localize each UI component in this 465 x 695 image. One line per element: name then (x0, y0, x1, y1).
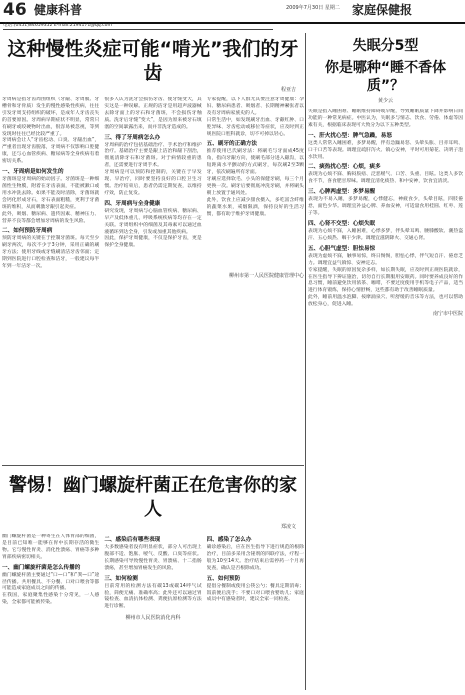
paragraph: 幽门螺旋杆菌是一种寄生在人体胃部的细菌，是目前已知唯一能够在胃中长期存活的微生物。它与慢性胃炎、消化性溃疡、胃癌等多种胃部疾病密切相关。 (2, 534, 100, 560)
subheading: 一、肝火扰心型：脾气急躁，易怒 (308, 132, 392, 139)
paragraph: 日常生活中，如发现刷牙出血、牙龈红肿、口腔异味、牙齿松动或移位等症状，应及时到正规医院口腔科就诊，切不可掉以轻心。 (206, 117, 304, 137)
article-columns (2, 534, 304, 611)
text-column (308, 109, 463, 309)
article-title-line1: 失眠分5型 (352, 38, 419, 54)
paragraph: 这类人常常入睡困难，多梦易醒，伴有急躁易怒、头晕头胀、目赤耳鸣、口干口苦等表现。调理宜疏肝泻火、镇心安神，平时可用菊花、决明子泡水饮用。 (308, 140, 463, 160)
subheading: 四、感染了怎么办 (206, 537, 252, 543)
date-line: 2009年7月30日 星期二 (286, 5, 340, 11)
subheading: 二、痰热扰心型：心烦，痰多 (308, 164, 381, 171)
paragraph: 大多数感染者没有明显症状，部分人可出现上腹部不适、饱胀、嗳气、反酸、口臭等症状。长期感染可导致慢性胃炎、胃溃疡、十二指肠溃疡，甚至增加胃癌发生的风险。 (104, 545, 202, 571)
subheading: 一、牙周病是如何发生的 (2, 169, 64, 176)
subheading: 一、幽门螺旋杆菌是怎么传播的 (2, 564, 81, 571)
paragraph: 牙刷应选择软毛、小头的保健牙刷，每三个月更换一次。刷牙后要彻底冲洗牙刷，并将刷头朝上放置于通风处。 (206, 177, 304, 196)
paragraph: 牙周病的治疗包括基础治疗、手术治疗和维护治疗。基础治疗主要是龈上洁治和龈下刮治，彻底清除牙石和牙菌斑。对于病情较重的患者，还需要进行牙周手术。 (104, 142, 202, 169)
paragraph: 表现为心烦不寐、胸闷脘痞、泛恶嗳气、口苦、头重、目眩。这类人多饮食不节，喜食肥甘厚味。调理宜清化痰热、和中安神，饮食宜清淡。 (308, 172, 463, 185)
paragraph: 因此，保护牙周健康，不仅是保护牙齿，更是保护全身健康。 (104, 236, 202, 249)
subheading: 五、刷牙的正确方法 (206, 141, 258, 148)
text-column (207, 534, 304, 611)
paragraph: 失眠是指入睡困难、睡眠维持障碍或早醒，导致睡眠质量下降并影响日间功能的一种常见病症。中医认为，失眠多与情志、饮食、劳倦、体虚等因素有关，根据临床表现可大致分为以下五种类型。 (308, 109, 463, 128)
subheading: 二、感染后有哪些表现 (104, 537, 161, 543)
subheading: 五、如何预防 (206, 575, 241, 582)
text-column (2, 534, 99, 611)
paragraph: 表现为虚烦不寐，触事易惊，终日惕惕，胆怯心悸，伴气短自汗、倦怠乏力。调理宜益气镇惊、安神定志。 (308, 253, 463, 266)
text-column (104, 534, 201, 611)
paragraph: 目前常用的检测方法有碳13或碳14呼气试验，简便无痛、准确率高；此外还可以通过胃镜检查、血清抗体检测、粪便抗原检测等方法进行诊断。 (104, 583, 202, 610)
subheading: 五、心胆气虚型：胆怯易惊 (308, 245, 376, 252)
publication-name: 家庭保健报 (352, 3, 413, 17)
paragraph: 专家提醒，以下人群尤其要注意牙周健康：孕妇、糖尿病患者、吸烟者、长期精神紧张者以及有牙周病家族史的人。 (206, 97, 304, 116)
subheading: 四、牙周病与全身健康 (104, 200, 161, 207)
article-title: 警惕！幽门螺旋杆菌正在危害你的家人 (9, 475, 297, 520)
article-title-line2: 你是哪种“睡不香体质”？ (324, 60, 447, 94)
article-byline: 郑凌文 (280, 524, 296, 530)
paragraph: 确诊感染后，应在医生指导下进行规范的根除治疗，目前多采用含铋剂的四联疗法，疗程一般为10至14天。治疗结束后需停药一个月再复查，确认是否根除成功。 (206, 545, 304, 571)
article-periodontal (2, 33, 304, 463)
paragraph: 表现为不易入睡，多梦易醒，心悸健忘，神疲食少，头晕目眩，四肢倦怠，面色少华。调理宜补益心脾、养血安神，可适量食用桂圆、红枣、莲子等。 (308, 197, 463, 217)
paragraph: 研究发现，牙周病与心脑血管疾病、糖尿病、早产及低体重儿、呼吸系统疾病等均存在一定关联。牙周组织中的细菌及其毒素可以通过血液循环到达全身，引发或加重其他疾病。 (104, 208, 202, 235)
paragraph: 表现为心烦不寐，入睡困难，心悸多梦，伴头晕耳鸣、腰膝酸软、潮热盗汗、五心烦热、咽干少津。调理宜滋阴降火、交通心肾。 (308, 228, 463, 241)
paragraph: 专家提醒，失眠的原因复杂多样，如长期失眠，应及时到正规医院就诊，在医生指导下辨证施治，切勿自行长期服用安眠药。同时要养成良好的作息习惯，睡前避免饮用浓茶、咖啡，不要过度使用手机等电子产品，适当进行体育锻炼，保持心情舒畅，这些都有助于改善睡眠质量。 (308, 267, 463, 294)
paragraph: 牙菌斑是牙周病的始动因子。牙菌斑是一种细菌性生物膜，附着在牙齿表面，不能被漱口或用水冲洗去除。如果不能及时清除，牙菌斑就会钙化形成牙石，牙石表面粗糙，更利于牙菌斑的堆积，从而刺激牙龈引起炎症。 (2, 177, 100, 210)
text-column (104, 97, 201, 271)
paragraph: 牙周病会让人“牙齿松动、口臭、牙龈出血”，严重者出现牙齿脱落，牙周病不仅影响口腔健康，还与心血管疾病、糖尿病等全身疾病有着密切关系。 (2, 138, 100, 165)
article-insomnia (308, 33, 463, 690)
article-columns (2, 97, 304, 271)
paragraph: 牙周病是指牙齿周围组织（牙龈、牙周膜、牙槽骨和牙骨质）发生的慢性感染性疾病，往往引发牙周支持组织的破坏，是成年人牙齿丧失的首要原因。牙周病早期症状不明显，常常只有刷牙或咬硬物时出血，很容易被忽视，等到发现时往往已经比较严重了。 (2, 97, 100, 137)
article-credit: 柳州市第一人民医院健康管理中心 (228, 272, 304, 279)
text-column (207, 97, 304, 271)
contact-line: 电话:(0451)84659352 E-mail:2194171@qq.com (3, 22, 273, 30)
article-byline: 程亚吉 (280, 87, 296, 93)
article-credit: 南宁市中医院 (432, 311, 463, 318)
page-number: 46 (3, 0, 27, 20)
paragraph: 此外，睡前用温水泡脚、按摩涌泉穴、听舒缓的音乐等方法，也可以帮助放松身心，促进入睡。 (308, 295, 463, 308)
article-title: 这种慢性炎症可能“啃光”我们的牙齿 (7, 38, 299, 84)
paragraph: 幽门螺旋杆菌主要通过“口—口”和“粪—口”途径传播。共用餐具、不分餐、口对口喂食等都可能造成家庭成员之间的传播。 (2, 572, 100, 592)
paragraph: 在我国，家庭聚集性感染十分常见，一人感染，全家都可能被传染。 (2, 593, 100, 606)
paragraph: 预防牙周病的关键在于控制牙菌斑。每天至少刷牙两次，每次不少于3分钟，采用正确的刷牙方法；使用牙线或牙缝刷清洁牙齿邻面；定期到医院进行口腔检查和洁牙，一般建议每半年到一年洁牙一次。 (2, 236, 100, 270)
paragraph: 提倡分餐制或使用公筷公勺；餐具定期消毒；饭前便后洗手；不要口对口喂食婴幼儿；家庭成员中有感染者时，建议全家一同检查。 (206, 583, 304, 603)
section-name: 健康科普 (34, 3, 83, 17)
subheading: 三、心脾两虚型：多梦易醒 (308, 189, 376, 196)
paragraph: 很多人认为洗牙会损伤牙齿、使牙缝变大，其实这是一种误解。正规的洁牙是用超声波器械去除牙面上的牙石和牙菌斑，不会损伤牙釉质。洗牙后牙缝“变大”，是因为原来被牙石填塞的空间暴露出来，而并非洗牙造成的。 (104, 97, 202, 130)
article-byline: 黄少云 (377, 98, 393, 104)
masthead (0, 0, 465, 24)
subheading: 三、得了牙周病怎么办 (104, 134, 161, 141)
subheading: 二、如何预防牙周病 (2, 228, 53, 235)
subheading: 四、心肾不交型：心烦失眠 (308, 220, 376, 227)
subheading: 三、如何检测 (104, 575, 138, 582)
paragraph: 推荐使用巴氏刷牙法：将刷毛与牙面成45度角，指向牙龈方向，使刷毛部分进入龈沟，以短距离水平颤动的方式刷牙，每次刷2至3颗牙，依次刷遍所有牙面。 (206, 149, 304, 176)
paragraph: 牙周病是可以预防和控制的，关键在于早发现、早治疗，同时要坚持良好的口腔卫生习惯。治疗结束后，患者仍需定期复查，以维持疗效，防止复发。 (104, 170, 202, 196)
paragraph: 此外，饮食上应减少甜食摄入，多吃富含纤维的蔬菜水果，戒烟限酒，保持良好的生活习惯，都有助于维护牙周健康。 (206, 197, 304, 217)
column-divider (305, 33, 306, 690)
article-credit: 柳州市人民医院消化内科 (125, 615, 181, 622)
paragraph: 此外，吸烟、糖尿病、遗传因素、精神压力、营养不良等都会增加牙周病的发生风险。 (2, 211, 100, 224)
text-column (2, 97, 99, 271)
article-divider (2, 465, 304, 466)
article-helicobacter (2, 468, 304, 690)
